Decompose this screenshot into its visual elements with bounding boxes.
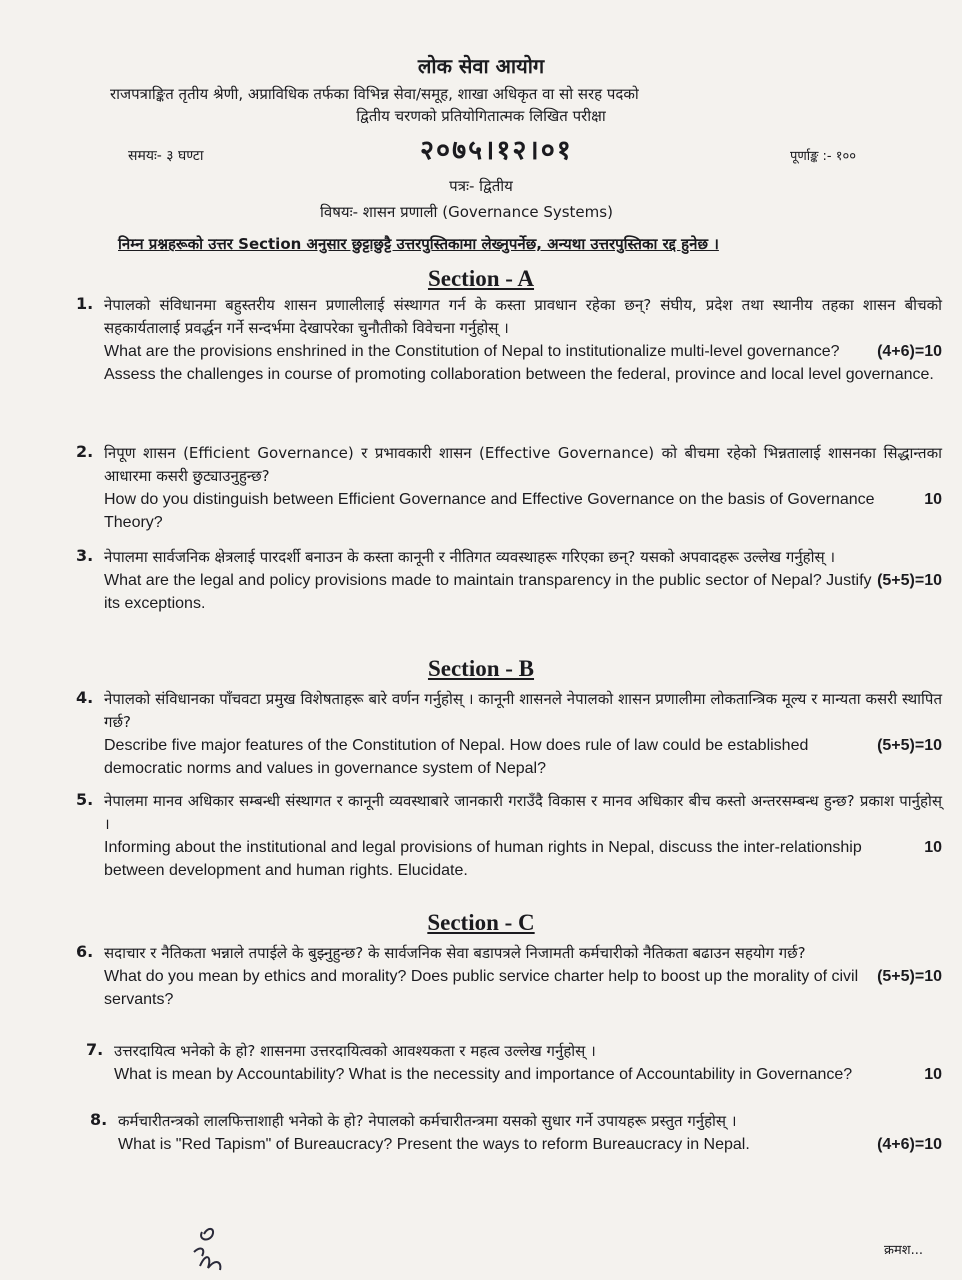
question-nepali: नेपालको संविधानमा बहुस्तरीय शासन प्रणालीलाई संस्थागत गर्न के कस्ता प्रावधान रहेका छन्? संघीय, प्रदेश तथा स्थानीय तहका शासन बीचको सहकार्यतालाई प्रवर्द्धन गर्ने सन्दर्भमा देखापरेका चुनौतीको विवेचना गर्नुहोस् । (104, 296, 942, 337)
question-1 (76, 294, 942, 386)
section-b-title: Section - B (427, 656, 535, 681)
exam-description-line2: द्वितीय चरणको प्रतियोगितात्मक लिखित परीक्षा (356, 107, 606, 125)
question-nepali: नेपालको संविधानका पाँचवटा प्रमुख विशेषताहरू बारे वर्णन गर्नुहोस् । कानूनी शासनले नेपालको शासन प्रणालीमा लोकतान्त्रिक मूल्य र मान्यता कसरी स्थापित गर्छ? (104, 690, 942, 731)
organization-title: लोक सेवा आयोग (417, 54, 545, 78)
question-number: 8. (90, 1110, 108, 1129)
question-marks: (5+5)=10 (877, 968, 942, 985)
question-marks: 10 (924, 839, 942, 856)
question-nepali: नेपालमा मानव अधिकार सम्बन्धी संस्थागत र कानूनी व्यवस्थाबारे जानकारी गराउँदै विकास र मानव अधिकार बीच कस्तो अन्तरसम्बन्ध हुन्छ? प्रकाश पार्नुहोस् । (104, 792, 942, 833)
question-english: What is "Red Tapism" of Bureaucracy? Present the ways to reform Bureaucracy in Nepal. (118, 1136, 750, 1153)
question-english: How do you distinguish between Efficient Governance and Effective Governance on the basis of Governance Theory? (104, 491, 875, 531)
question-nepali: कर्मचारीतन्त्रको लालफित्ताशाही भनेको के हो? नेपालको कर्मचारीतन्त्रमा यसको सुधार गर्ने उपायहरू प्रस्तुत गर्नुहोस् । (118, 1112, 737, 1130)
continued-label: क्रमश... (884, 1243, 923, 1258)
question-marks: (5+5)=10 (877, 572, 942, 589)
question-6 (76, 942, 942, 1011)
question-english: What are the legal and policy provisions made to maintain transparency in the public sector of Nepal? Justify its exceptions. (104, 572, 872, 612)
question-5 (76, 790, 942, 882)
section-a-title: Section - A (427, 266, 535, 291)
question-number: 6. (76, 942, 94, 961)
question-number: 4. (76, 688, 94, 707)
question-marks: (4+6)=10 (877, 1136, 942, 1153)
instruction-line: निम्न प्रश्नहरूको उत्तर Section अनुसार छुट्टाछुट्टै उत्तरपुस्तिकामा लेख्नुपर्नेछ, अन्यथा उत्तरपुस्तिका रद्द हुनेछ । (118, 235, 719, 253)
question-7 (86, 1040, 942, 1086)
paper-label: पत्रः- द्वितीय (449, 177, 513, 195)
question-nepali: निपूण शासन (Efficient Governance) र प्रभावकारी शासन (Effective Governance) को बीचमा रहेको भिन्नतालाई शासनका सिद्धान्तका आधारमा कसरी छुट्याउनुहुन्छ? (104, 444, 942, 485)
question-number: 1. (76, 294, 94, 313)
handwritten-initials-icon (186, 1222, 246, 1272)
question-english: What is mean by Accountability? What is the necessity and importance of Accountability in Governance? (114, 1066, 853, 1083)
question-marks: (5+5)=10 (877, 737, 942, 754)
question-nepali: नेपालमा सार्वजनिक क्षेत्रलाई पारदर्शी बनाउन के कस्ता कानूनी र नीतिगत व्यवस्थाहरू गरिएका छन्? यसको अपवादहरू उल्लेख गर्नुहोस् । (104, 548, 836, 566)
exam-date: २०७५।१२।०१ (420, 135, 573, 166)
question-number: 2. (76, 442, 94, 461)
question-2 (76, 442, 942, 534)
question-marks: 10 (924, 1066, 942, 1083)
question-nepali: सदाचार र नैतिकता भन्नाले तपाईले के बुझ्नुहुन्छ? के सार्वजनिक सेवा बडापत्रले निजामती कर्मचारीको नैतिकता बढाउन सहयोग गर्छ? (104, 944, 806, 962)
subject-label: विषयः- शासन प्रणाली (Governance Systems) (320, 203, 613, 221)
section-c-title: Section - C (427, 910, 535, 935)
question-4 (76, 688, 942, 780)
question-english: What are the provisions enshrined in the Constitution of Nepal to institutionalize multi-level governance? Assess the challenges in course of promoting collaboration between the federal, province and local level governance. (104, 343, 934, 383)
exam-description-line1: राजपत्राङ्कित तृतीय श्रेणी, अप्राविधिक तर्फका विभिन्न सेवा/समूह, शाखा अधिकृत वा सो सरह पदको (110, 85, 639, 103)
question-8 (90, 1110, 942, 1156)
question-number: 7. (86, 1040, 104, 1059)
question-nepali: उत्तरदायित्व भनेको के हो? शासनमा उत्तरदायित्वको आवश्यकता र महत्व उल्लेख गर्नुहोस् । (114, 1042, 596, 1060)
question-english: Informing about the institutional and legal provisions of human rights in Nepal, discuss the inter-relationship between development and human rights. Elucidate. (104, 839, 862, 879)
full-marks: पूर्णाङ्क :- १०० (790, 149, 856, 164)
question-english: What do you mean by ethics and morality? Does public service charter help to boost up the morality of civil servants? (104, 968, 859, 1008)
question-english: Describe five major features of the Constitution of Nepal. How does rule of law could be established democratic norms and values in governance system of Nepal? (104, 737, 809, 777)
question-number: 3. (76, 546, 94, 565)
time-allowed: समयः- ३ घण्टा (128, 148, 204, 164)
question-marks: 10 (924, 491, 942, 508)
question-3 (76, 546, 942, 615)
question-marks: (4+6)=10 (877, 343, 942, 360)
question-number: 5. (76, 790, 94, 809)
